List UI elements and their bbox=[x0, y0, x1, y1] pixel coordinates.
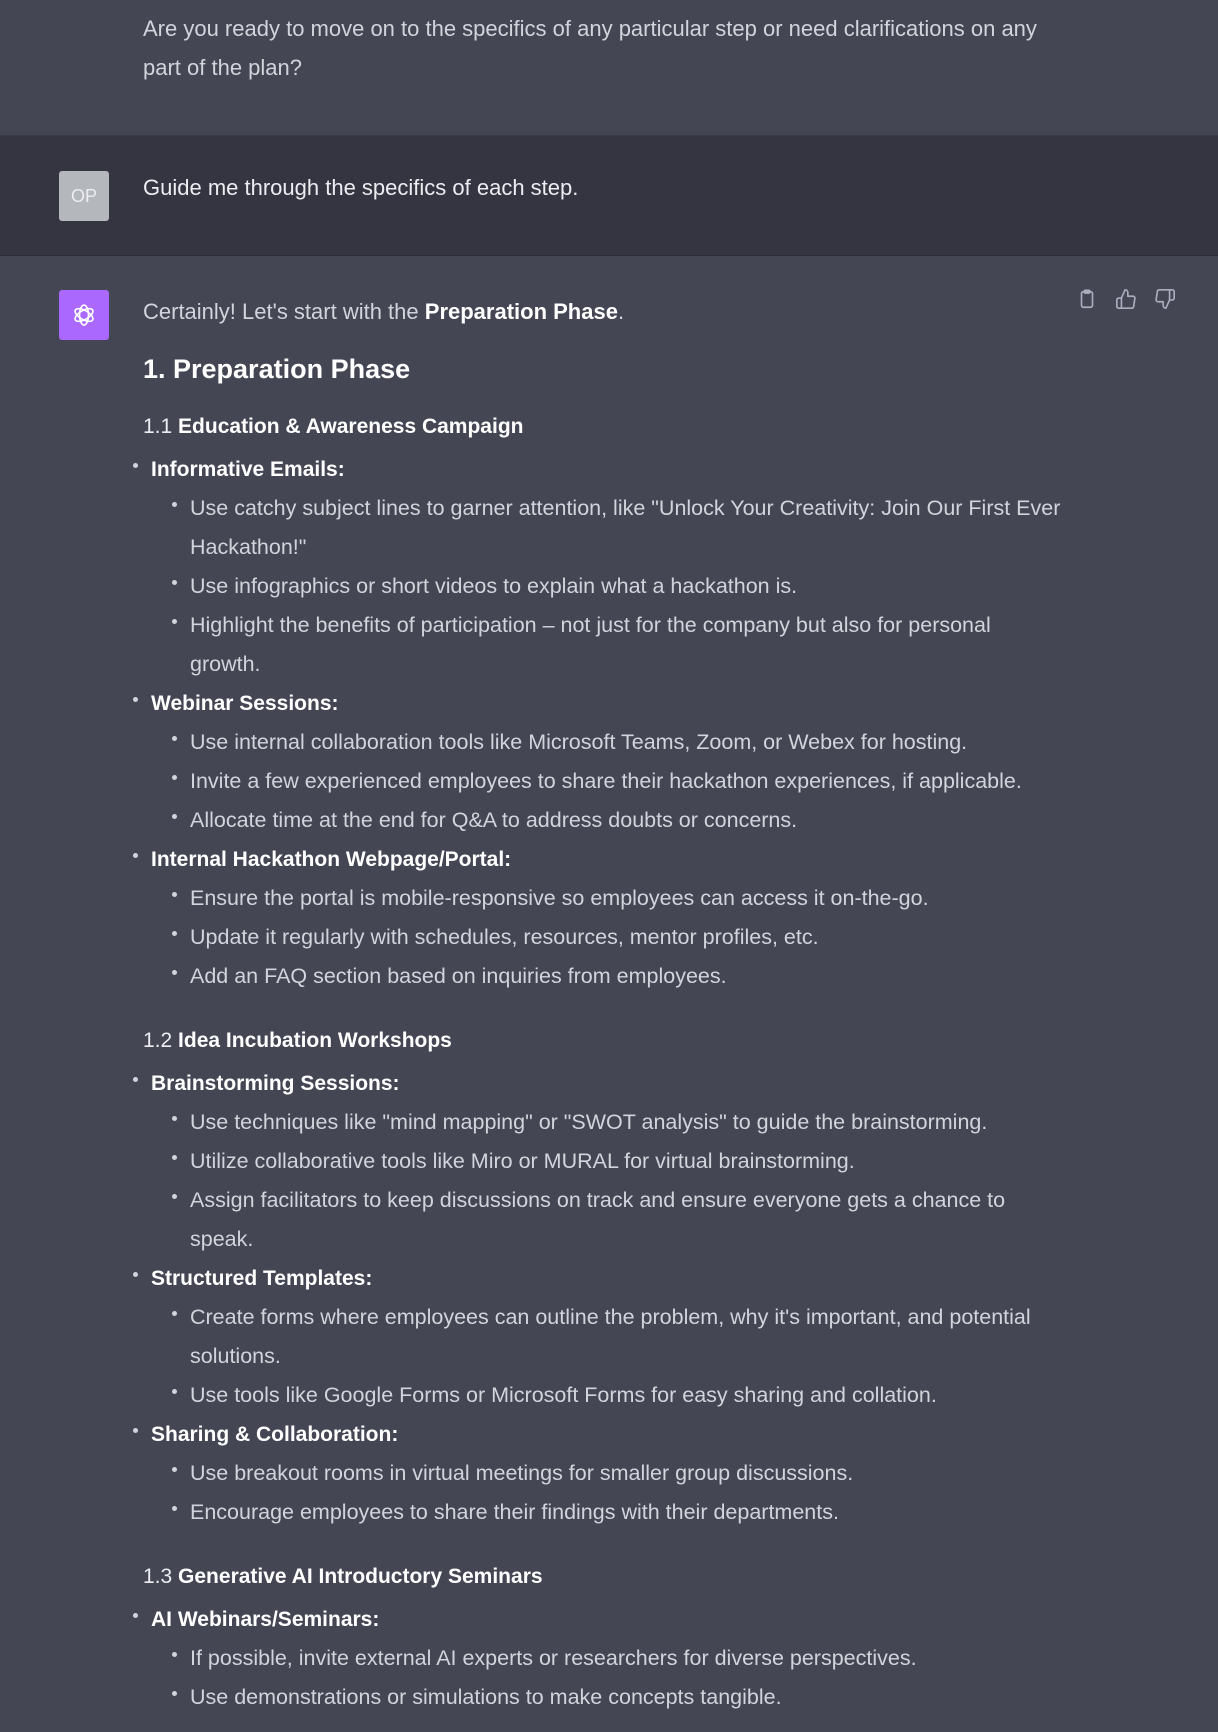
subsection-title bbox=[143, 407, 1063, 446]
user-avatar: OP bbox=[59, 171, 109, 221]
previous-assistant-text: Are you ready to move on to the specifics of any particular step or need clarifications on any part of the plan? bbox=[143, 16, 1037, 80]
subsection-title bbox=[143, 1557, 1063, 1596]
thumbs-down-button[interactable] bbox=[1154, 286, 1176, 312]
list-item: Add an FAQ section based on inquiries from employees. bbox=[151, 957, 1063, 996]
sub-bullet-list bbox=[151, 1639, 1063, 1717]
group-title: Internal Hackathon Webpage/Portal: bbox=[151, 848, 512, 871]
assistant-message-content bbox=[143, 292, 1063, 1717]
intro-suffix: . bbox=[617, 299, 625, 324]
bullet-list bbox=[143, 450, 1063, 996]
subsection-1-2 bbox=[143, 1021, 1063, 1532]
group-title: Brainstorming Sessions: bbox=[151, 1072, 400, 1095]
subsection-number: 1.2 bbox=[143, 1029, 173, 1052]
list-item: Encourage employees to share their findings with their departments. bbox=[151, 1493, 1063, 1532]
section-heading: 1. Preparation Phase bbox=[143, 354, 411, 384]
list-item: Use demonstrations or simulations to make concepts tangible. bbox=[151, 1678, 1063, 1717]
list-item: Assign facilitators to keep discussions on track and ensure everyone gets a chance to speak. bbox=[151, 1181, 1063, 1259]
intro-text: Certainly! Let's start with the bbox=[143, 299, 425, 324]
assistant-intro bbox=[143, 292, 1063, 331]
list-item bbox=[143, 840, 1063, 996]
sub-bullet-list bbox=[151, 1454, 1063, 1532]
sub-bullet-list bbox=[151, 879, 1063, 996]
thumbs-up-button[interactable] bbox=[1115, 286, 1137, 312]
bullet-list bbox=[143, 1600, 1063, 1717]
list-item bbox=[143, 1600, 1063, 1717]
list-item: Use tools like Google Forms or Microsoft Forms for easy sharing and collation. bbox=[151, 1376, 1063, 1415]
assistant-avatar bbox=[59, 290, 109, 340]
sub-bullet-list bbox=[151, 489, 1063, 684]
thumbs-down-icon bbox=[1154, 288, 1176, 310]
list-item: If possible, invite external AI experts or researchers for diverse perspectives. bbox=[151, 1639, 1063, 1678]
copy-button[interactable] bbox=[1076, 286, 1098, 312]
list-item bbox=[143, 684, 1063, 840]
group-title: Sharing & Collaboration: bbox=[151, 1423, 399, 1446]
subsection-name: Generative AI Introductory Seminars bbox=[178, 1565, 543, 1588]
subsection-title bbox=[143, 1021, 1063, 1060]
list-item: Utilize collaborative tools like Miro or MURAL for virtual brainstorming. bbox=[151, 1142, 1063, 1181]
subsection-number: 1.3 bbox=[143, 1565, 173, 1588]
thumbs-up-icon bbox=[1115, 288, 1137, 310]
list-item: Use breakout rooms in virtual meetings for smaller group discussions. bbox=[151, 1454, 1063, 1493]
list-item: Update it regularly with schedules, resources, mentor profiles, etc. bbox=[151, 918, 1063, 957]
subsection-1-3 bbox=[143, 1557, 1063, 1717]
list-item: Allocate time at the end for Q&A to address doubts or concerns. bbox=[151, 801, 1063, 840]
list-item bbox=[143, 1415, 1063, 1532]
list-item: Ensure the portal is mobile-responsive so employees can access it on-the-go. bbox=[151, 879, 1063, 918]
subsection-1-1 bbox=[143, 407, 1063, 996]
subsection-name: Education & Awareness Campaign bbox=[178, 415, 524, 438]
clipboard-icon bbox=[1076, 288, 1098, 310]
user-message bbox=[0, 136, 1218, 256]
list-item: Use catchy subject lines to garner attention, like "Unlock Your Creativity: Join Our First Ever Hackathon!" bbox=[151, 489, 1063, 567]
group-title: Structured Templates: bbox=[151, 1267, 373, 1290]
list-item bbox=[143, 450, 1063, 684]
user-message-text: Guide me through the specifics of each step. bbox=[143, 175, 579, 200]
sub-bullet-list bbox=[151, 1298, 1063, 1415]
group-title: Webinar Sessions: bbox=[151, 692, 339, 715]
list-item: Use internal collaboration tools like Microsoft Teams, Zoom, or Webex for hosting. bbox=[151, 723, 1063, 762]
sub-bullet-list bbox=[151, 723, 1063, 840]
previous-assistant-message bbox=[0, 0, 1218, 136]
list-item: Create forms where employees can outline the problem, why it's important, and potential solutions. bbox=[151, 1298, 1063, 1376]
message-actions bbox=[1076, 286, 1176, 312]
list-item: Use infographics or short videos to explain what a hackathon is. bbox=[151, 567, 1063, 606]
assistant-message bbox=[0, 256, 1218, 1732]
bullet-list bbox=[143, 1064, 1063, 1532]
group-title: Informative Emails: bbox=[151, 458, 345, 481]
subsection-number: 1.1 bbox=[143, 415, 173, 438]
sub-bullet-list bbox=[151, 1103, 1063, 1259]
openai-logo-icon bbox=[69, 300, 99, 330]
list-item bbox=[143, 1064, 1063, 1259]
intro-bold: Preparation Phase bbox=[424, 299, 618, 324]
list-item bbox=[143, 1259, 1063, 1415]
group-title: AI Webinars/Seminars: bbox=[151, 1608, 380, 1631]
list-item: Highlight the benefits of participation – not just for the company but also for personal growth. bbox=[151, 606, 1063, 684]
list-item: Use techniques like "mind mapping" or "SWOT analysis" to guide the brainstorming. bbox=[151, 1103, 1063, 1142]
subsection-name: Idea Incubation Workshops bbox=[178, 1029, 452, 1052]
list-item: Invite a few experienced employees to share their hackathon experiences, if applicable. bbox=[151, 762, 1063, 801]
